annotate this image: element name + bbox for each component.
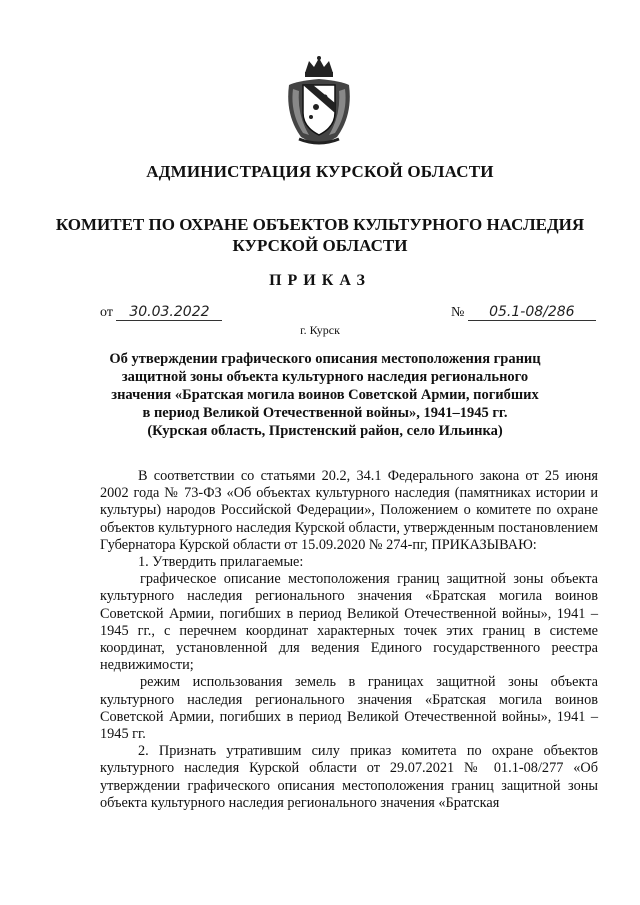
number-prefix: № [451, 305, 465, 320]
committee-title [0, 214, 640, 256]
subject-line1: Об утверждении графического описания местоположения границ [109, 351, 541, 367]
committee-title-line2: КУРСКОЙ ОБЛАСТИ [232, 236, 408, 255]
coat-of-arms-icon [281, 55, 357, 147]
subject-line2: защитной зоны объекта культурного наследия регионального [121, 369, 529, 385]
date-field [100, 304, 222, 321]
subject-line4: в период Великой Отечественной войны», 1941–1945 гг. [142, 405, 508, 421]
committee-title-line1: КОМИТЕТ ПО ОХРАНЕ ОБЪЕКТОВ КУЛЬТУРНОГО НАСЛЕДИЯ [55, 215, 585, 234]
body-paragraph-preamble: В соответствии со статьями 20.2, 34.1 Федерального закона от 25 июня 2002 года № 73-ФЗ «Об объектах культурного наследия (памятниках истории и культуры) народов Российской Федерации», Положением о комитете по охране объектов культурного наследия Курской области, утвержденным постановлением Губернатора Курской области от 15.09.2020 № 274-пг, ПРИКАЗЫВАЮ: [100, 468, 598, 553]
subject-line3: значения «Братская могила воинов Советской Армии, погибших [111, 387, 539, 403]
city-label: г. Курск [300, 323, 340, 337]
document-type-title: ПРИКАЗ [269, 272, 371, 289]
handwritten-number: 05.1-08/286 [468, 304, 596, 321]
subject-line5: (Курская область, Пристенский район, село Ильинка) [147, 423, 503, 439]
organization-title: АДМИНИСТРАЦИЯ КУРСКОЙ ОБЛАСТИ [146, 162, 494, 181]
handwritten-date: 30.03.2022 [116, 304, 222, 321]
order-body [100, 468, 598, 812]
body-paragraph-land-use-regime: режим использования земель в границах защитной зоны объекта культурного наследия регионального значения «Братская могила воинов Советской Армии, погибших в период Великой Отечественной войны», 1941 – 1945 гг. [100, 674, 598, 743]
date-prefix: от [100, 305, 113, 320]
body-paragraph-item1: 1. Утвердить прилагаемые: [138, 554, 304, 571]
body-paragraph-item2: 2. Признать утратившим силу приказ комитета по охране объектов культурного наследия Курской области от 29.07.2021 № 01.1-08/277 «Об утверждении графического описания местоположения границ защитной зоны объекта культурного наследия регионального значения «Братская [100, 743, 598, 811]
body-paragraph-graphic-description: графическое описание местоположения границ защитной зоны объекта культурного наследия регионального значения «Братская могила воинов Советской Армии, погибших в период Великой Отечественной войны», 1941 – 1945 гг., с перечнем координат характерных точек этих границ в системе координат, установленной для ведения Единого государственного реестра недвижимости; [100, 571, 598, 674]
number-field [451, 304, 596, 321]
order-subject [90, 350, 560, 440]
